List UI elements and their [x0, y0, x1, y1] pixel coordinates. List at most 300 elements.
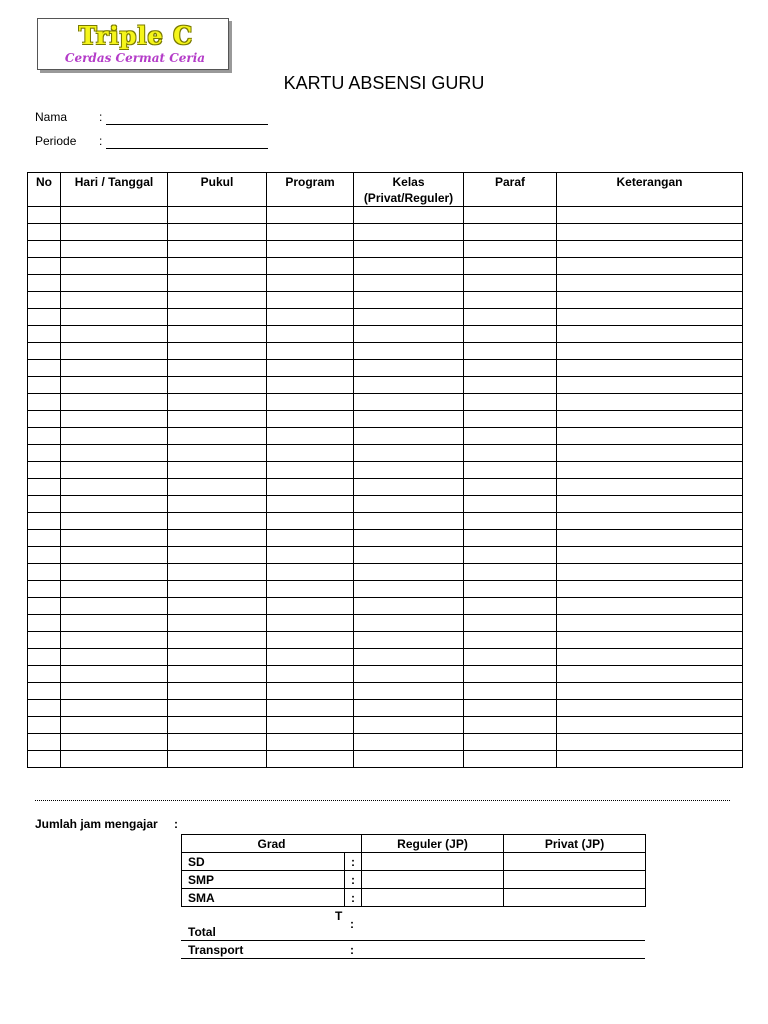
table-cell[interactable] — [28, 717, 61, 734]
table-cell[interactable] — [61, 700, 168, 717]
table-row — [28, 258, 743, 275]
transport-rule — [181, 958, 645, 959]
table-cell[interactable] — [354, 309, 464, 326]
table-cell[interactable] — [168, 394, 267, 411]
table-cell[interactable] — [354, 564, 464, 581]
table-cell[interactable] — [28, 207, 61, 224]
table-row — [28, 479, 743, 496]
table-cell[interactable] — [557, 445, 743, 462]
table-cell[interactable] — [28, 530, 61, 547]
table-cell[interactable] — [557, 377, 743, 394]
table-cell[interactable] — [168, 292, 267, 309]
table-row — [28, 360, 743, 377]
table-row — [28, 224, 743, 241]
table-cell[interactable] — [267, 666, 354, 683]
table-cell[interactable] — [28, 479, 61, 496]
table-cell[interactable] — [267, 326, 354, 343]
table-cell[interactable] — [557, 564, 743, 581]
table-cell[interactable] — [354, 411, 464, 428]
table-cell[interactable] — [267, 428, 354, 445]
table-row — [28, 598, 743, 615]
table-cell[interactable] — [267, 547, 354, 564]
table-cell[interactable] — [354, 734, 464, 751]
table-cell[interactable] — [28, 258, 61, 275]
table-cell[interactable] — [464, 411, 557, 428]
table-cell[interactable] — [557, 309, 743, 326]
table-cell[interactable] — [354, 377, 464, 394]
table-cell[interactable] — [61, 258, 168, 275]
table-cell[interactable] — [61, 479, 168, 496]
table-cell[interactable] — [464, 207, 557, 224]
reguler-cell[interactable] — [362, 853, 504, 871]
table-cell[interactable] — [168, 581, 267, 598]
table-cell[interactable] — [168, 683, 267, 700]
table-cell[interactable] — [354, 224, 464, 241]
table-cell[interactable] — [61, 394, 168, 411]
table-cell[interactable] — [61, 615, 168, 632]
table-cell[interactable] — [168, 445, 267, 462]
table-cell[interactable] — [267, 683, 354, 700]
table-cell[interactable] — [354, 360, 464, 377]
table-cell[interactable] — [267, 632, 354, 649]
table-cell[interactable] — [464, 751, 557, 768]
table-cell[interactable] — [557, 275, 743, 292]
table-row — [28, 462, 743, 479]
table-cell[interactable] — [464, 649, 557, 666]
table-cell[interactable] — [354, 649, 464, 666]
periode-label: Periode — [35, 134, 77, 148]
table-cell[interactable] — [354, 428, 464, 445]
table-cell[interactable] — [464, 343, 557, 360]
table-cell[interactable] — [267, 411, 354, 428]
table-cell[interactable] — [168, 751, 267, 768]
header-reguler: Reguler (JP) — [362, 835, 504, 853]
privat-cell[interactable] — [504, 853, 646, 871]
table-cell[interactable] — [267, 241, 354, 258]
table-cell[interactable] — [464, 547, 557, 564]
table-row — [28, 309, 743, 326]
table-cell[interactable] — [28, 751, 61, 768]
table-cell[interactable] — [28, 309, 61, 326]
nama-line[interactable] — [106, 124, 268, 125]
table-cell[interactable] — [354, 462, 464, 479]
table-cell[interactable] — [557, 496, 743, 513]
header-no: No — [28, 173, 61, 207]
table-cell[interactable] — [61, 683, 168, 700]
table-cell[interactable] — [354, 530, 464, 547]
table-cell[interactable] — [354, 241, 464, 258]
table-cell[interactable] — [557, 717, 743, 734]
table-cell[interactable] — [267, 530, 354, 547]
table-cell[interactable] — [464, 615, 557, 632]
table-cell[interactable] — [464, 377, 557, 394]
table-cell[interactable] — [168, 530, 267, 547]
table-cell[interactable] — [354, 700, 464, 717]
table-row — [28, 496, 743, 513]
table-cell[interactable] — [464, 258, 557, 275]
total-colon: : — [350, 917, 354, 931]
table-row — [28, 751, 743, 768]
table-cell[interactable] — [28, 445, 61, 462]
table-cell[interactable] — [557, 428, 743, 445]
table-row — [28, 343, 743, 360]
table-cell[interactable] — [557, 615, 743, 632]
table-cell[interactable] — [267, 496, 354, 513]
table-cell[interactable] — [61, 666, 168, 683]
table-cell[interactable] — [28, 564, 61, 581]
header-kelas: Kelas (Privat/Reguler) — [354, 173, 464, 207]
table-row — [28, 632, 743, 649]
table-cell[interactable] — [28, 394, 61, 411]
table-cell[interactable] — [464, 632, 557, 649]
table-cell[interactable] — [557, 683, 743, 700]
table-row — [28, 615, 743, 632]
table-cell[interactable] — [354, 496, 464, 513]
logo — [37, 18, 229, 70]
table-cell[interactable] — [354, 207, 464, 224]
table-cell[interactable] — [28, 377, 61, 394]
table-cell[interactable] — [464, 496, 557, 513]
attendance-header-row — [28, 173, 743, 207]
periode-colon: : — [99, 134, 103, 148]
table-cell[interactable] — [61, 649, 168, 666]
table-row — [28, 666, 743, 683]
table-cell[interactable] — [168, 479, 267, 496]
grade-colon: : — [345, 889, 362, 907]
table-cell[interactable] — [28, 275, 61, 292]
table-cell[interactable] — [464, 241, 557, 258]
table-cell[interactable] — [267, 377, 354, 394]
table-cell[interactable] — [28, 615, 61, 632]
nama-label: Nama — [35, 110, 68, 124]
table-cell[interactable] — [354, 632, 464, 649]
table-cell[interactable] — [354, 615, 464, 632]
grade-label: SMA — [182, 889, 345, 907]
table-cell[interactable] — [354, 717, 464, 734]
table-cell[interactable] — [557, 734, 743, 751]
nama-colon: : — [99, 110, 103, 124]
table-cell[interactable] — [61, 751, 168, 768]
table-cell[interactable] — [28, 343, 61, 360]
table-cell[interactable] — [168, 343, 267, 360]
table-cell[interactable] — [61, 326, 168, 343]
table-cell[interactable] — [28, 513, 61, 530]
table-cell[interactable] — [28, 224, 61, 241]
table-cell[interactable] — [168, 734, 267, 751]
table-cell[interactable] — [28, 360, 61, 377]
table-cell[interactable] — [28, 428, 61, 445]
table-cell[interactable] — [464, 700, 557, 717]
table-cell[interactable] — [168, 564, 267, 581]
periode-line[interactable] — [106, 148, 268, 149]
table-cell[interactable] — [354, 751, 464, 768]
table-row — [28, 241, 743, 258]
table-row — [28, 717, 743, 734]
table-cell[interactable] — [464, 530, 557, 547]
table-cell[interactable] — [464, 513, 557, 530]
header-pukul: Pukul — [168, 173, 267, 207]
table-cell[interactable] — [28, 683, 61, 700]
table-cell[interactable] — [61, 581, 168, 598]
table-cell[interactable] — [464, 666, 557, 683]
table-cell[interactable] — [28, 411, 61, 428]
table-cell[interactable] — [464, 581, 557, 598]
table-cell[interactable] — [464, 462, 557, 479]
nama-field — [35, 110, 103, 124]
jumlah-colon: : — [174, 817, 178, 831]
attendance-table — [27, 172, 743, 768]
table-cell[interactable] — [168, 717, 267, 734]
table-cell[interactable] — [354, 292, 464, 309]
summary-table — [181, 834, 646, 907]
table-cell[interactable] — [557, 343, 743, 360]
table-cell[interactable] — [61, 377, 168, 394]
table-cell[interactable] — [267, 258, 354, 275]
table-cell[interactable] — [267, 581, 354, 598]
table-cell[interactable] — [267, 343, 354, 360]
table-cell[interactable] — [354, 479, 464, 496]
table-cell[interactable] — [61, 734, 168, 751]
table-cell[interactable] — [61, 547, 168, 564]
table-cell[interactable] — [464, 360, 557, 377]
table-row — [28, 734, 743, 751]
table-cell[interactable] — [354, 343, 464, 360]
reguler-cell[interactable] — [362, 871, 504, 889]
table-cell[interactable] — [61, 632, 168, 649]
table-cell[interactable] — [464, 479, 557, 496]
table-cell[interactable] — [168, 224, 267, 241]
table-cell[interactable] — [168, 632, 267, 649]
table-cell[interactable] — [267, 751, 354, 768]
table-cell[interactable] — [168, 428, 267, 445]
table-row — [28, 377, 743, 394]
header-grad: Grad — [182, 835, 362, 853]
table-cell[interactable] — [61, 496, 168, 513]
privat-cell[interactable] — [504, 871, 646, 889]
table-cell[interactable] — [28, 581, 61, 598]
header-hari-tanggal: Hari / Tanggal — [61, 173, 168, 207]
table-cell[interactable] — [557, 394, 743, 411]
table-cell[interactable] — [464, 292, 557, 309]
table-cell[interactable] — [61, 224, 168, 241]
table-cell[interactable] — [464, 598, 557, 615]
table-cell[interactable] — [61, 292, 168, 309]
table-row — [28, 275, 743, 292]
grade-label: SMP — [182, 871, 345, 889]
table-cell[interactable] — [28, 241, 61, 258]
table-cell[interactable] — [168, 207, 267, 224]
reguler-cell[interactable] — [362, 889, 504, 907]
header-keterangan: Keterangan — [557, 173, 743, 207]
table-cell[interactable] — [28, 700, 61, 717]
table-row — [28, 326, 743, 343]
table-cell[interactable] — [28, 326, 61, 343]
table-cell[interactable] — [464, 564, 557, 581]
table-cell[interactable] — [557, 292, 743, 309]
table-cell[interactable] — [61, 241, 168, 258]
table-cell[interactable] — [168, 496, 267, 513]
table-cell[interactable] — [267, 615, 354, 632]
table-cell[interactable] — [28, 734, 61, 751]
table-cell[interactable] — [557, 241, 743, 258]
table-cell[interactable] — [354, 258, 464, 275]
table-cell[interactable] — [28, 649, 61, 666]
transport-colon: : — [350, 943, 354, 957]
table-cell[interactable] — [168, 649, 267, 666]
table-cell[interactable] — [267, 513, 354, 530]
table-cell[interactable] — [557, 360, 743, 377]
table-cell[interactable] — [464, 275, 557, 292]
table-cell[interactable] — [168, 513, 267, 530]
table-row — [28, 411, 743, 428]
table-cell[interactable] — [168, 275, 267, 292]
table-cell[interactable] — [168, 547, 267, 564]
table-cell[interactable] — [354, 683, 464, 700]
table-cell[interactable] — [354, 275, 464, 292]
table-cell[interactable] — [557, 700, 743, 717]
grade-colon: : — [345, 853, 362, 871]
table-cell[interactable] — [28, 632, 61, 649]
total-rule — [181, 940, 645, 941]
table-cell[interactable] — [168, 377, 267, 394]
table-cell[interactable] — [267, 309, 354, 326]
table-row — [28, 547, 743, 564]
header-privat: Privat (JP) — [504, 835, 646, 853]
table-cell[interactable] — [61, 462, 168, 479]
table-cell[interactable] — [267, 462, 354, 479]
summary-row-sma — [182, 889, 646, 907]
table-cell[interactable] — [267, 394, 354, 411]
table-cell[interactable] — [61, 428, 168, 445]
table-cell[interactable] — [354, 394, 464, 411]
table-cell[interactable] — [267, 700, 354, 717]
table-cell[interactable] — [557, 326, 743, 343]
table-cell[interactable] — [168, 598, 267, 615]
table-cell[interactable] — [61, 207, 168, 224]
table-cell[interactable] — [557, 479, 743, 496]
table-cell[interactable] — [28, 496, 61, 513]
table-cell[interactable] — [168, 360, 267, 377]
privat-cell[interactable] — [504, 889, 646, 907]
table-cell[interactable] — [354, 513, 464, 530]
table-cell[interactable] — [61, 360, 168, 377]
table-cell[interactable] — [168, 615, 267, 632]
table-cell[interactable] — [464, 224, 557, 241]
table-row — [28, 564, 743, 581]
table-cell[interactable] — [557, 224, 743, 241]
table-cell[interactable] — [464, 445, 557, 462]
table-cell[interactable] — [61, 343, 168, 360]
table-cell[interactable] — [464, 734, 557, 751]
table-cell[interactable] — [354, 547, 464, 564]
table-cell[interactable] — [168, 411, 267, 428]
table-cell[interactable] — [557, 547, 743, 564]
table-cell[interactable] — [557, 632, 743, 649]
table-row — [28, 530, 743, 547]
table-cell[interactable] — [557, 207, 743, 224]
table-cell[interactable] — [464, 717, 557, 734]
table-row — [28, 394, 743, 411]
table-cell[interactable] — [354, 598, 464, 615]
table-cell[interactable] — [464, 394, 557, 411]
table-cell[interactable] — [28, 547, 61, 564]
table-cell[interactable] — [557, 751, 743, 768]
table-cell[interactable] — [61, 309, 168, 326]
summary-row-sd — [182, 853, 646, 871]
table-cell[interactable] — [557, 581, 743, 598]
table-row — [28, 513, 743, 530]
table-cell[interactable] — [168, 241, 267, 258]
table-cell[interactable] — [168, 326, 267, 343]
table-cell[interactable] — [168, 666, 267, 683]
table-cell[interactable] — [267, 649, 354, 666]
table-cell[interactable] — [354, 581, 464, 598]
table-cell[interactable] — [267, 207, 354, 224]
page-title: KARTU ABSENSI GURU — [283, 73, 485, 93]
table-cell[interactable] — [267, 360, 354, 377]
table-cell[interactable] — [267, 717, 354, 734]
table-cell[interactable] — [168, 700, 267, 717]
table-cell[interactable] — [28, 292, 61, 309]
table-cell[interactable] — [464, 326, 557, 343]
table-row — [28, 683, 743, 700]
table-cell[interactable] — [168, 462, 267, 479]
table-cell[interactable] — [557, 598, 743, 615]
table-cell[interactable] — [61, 411, 168, 428]
table-cell[interactable] — [354, 445, 464, 462]
table-cell[interactable] — [464, 683, 557, 700]
table-cell[interactable] — [61, 564, 168, 581]
table-cell[interactable] — [267, 292, 354, 309]
table-row — [28, 700, 743, 717]
table-cell[interactable] — [28, 462, 61, 479]
table-cell[interactable] — [267, 564, 354, 581]
grade-colon: : — [345, 871, 362, 889]
table-cell[interactable] — [28, 598, 61, 615]
table-cell[interactable] — [557, 666, 743, 683]
table-cell[interactable] — [61, 717, 168, 734]
table-cell[interactable] — [557, 513, 743, 530]
table-cell[interactable] — [61, 530, 168, 547]
table-cell[interactable] — [557, 411, 743, 428]
table-cell[interactable] — [464, 428, 557, 445]
table-row — [28, 581, 743, 598]
table-cell[interactable] — [267, 224, 354, 241]
table-cell[interactable] — [267, 598, 354, 615]
table-cell[interactable] — [61, 445, 168, 462]
table-cell[interactable] — [61, 513, 168, 530]
table-cell[interactable] — [354, 666, 464, 683]
table-row — [28, 207, 743, 224]
table-cell[interactable] — [267, 479, 354, 496]
table-cell[interactable] — [464, 309, 557, 326]
table-cell[interactable] — [557, 258, 743, 275]
table-cell[interactable] — [61, 598, 168, 615]
table-cell[interactable] — [28, 666, 61, 683]
table-cell[interactable] — [354, 326, 464, 343]
table-cell[interactable] — [267, 734, 354, 751]
table-cell[interactable] — [267, 445, 354, 462]
table-cell[interactable] — [557, 462, 743, 479]
table-cell[interactable] — [557, 530, 743, 547]
attendance-body — [28, 207, 743, 768]
table-cell[interactable] — [61, 275, 168, 292]
table-cell[interactable] — [557, 649, 743, 666]
table-cell[interactable] — [168, 309, 267, 326]
table-cell[interactable] — [267, 275, 354, 292]
table-cell[interactable] — [168, 258, 267, 275]
logo-title: Triple C — [78, 21, 194, 50]
